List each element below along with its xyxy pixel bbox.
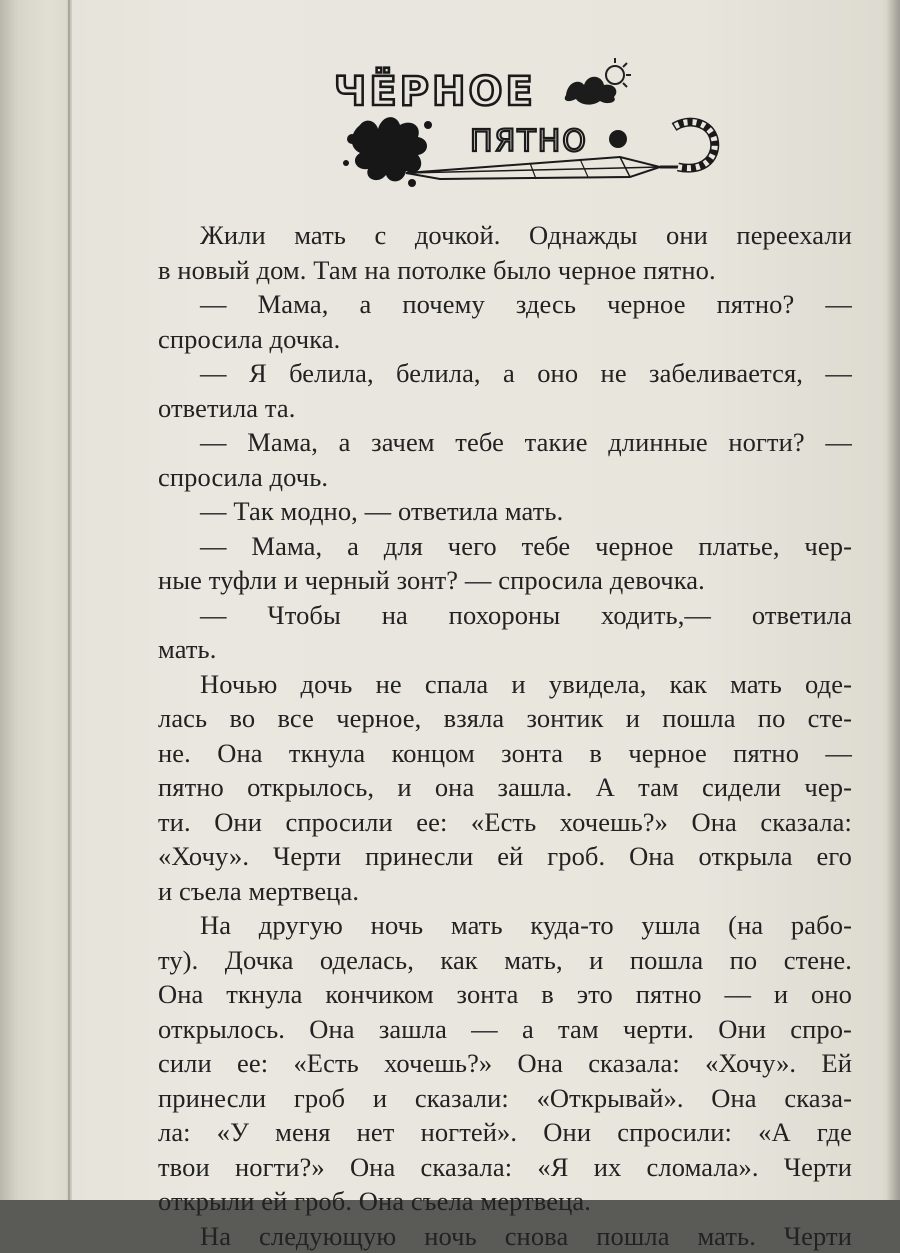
text-line: — Мама, а почему здесь черное пятно? — [158, 287, 852, 322]
story-text [158, 218, 852, 1253]
text-line: сили ее: «Есть хочешь?» Она сказала: «Хочу». Ей [158, 1046, 852, 1081]
text-line: ла: «У меня нет ногтей». Они спросили: «А где [158, 1115, 852, 1150]
text-line: — Я белила, белила, а оно не забеливается, — [158, 356, 852, 391]
blot-sun-icon [565, 58, 631, 105]
book-gutter [0, 0, 72, 1200]
text-line: — Так модно, — ответила мать. [158, 494, 852, 529]
text-line: ту). Дочка оделась, как мать, и пошла по стене. [158, 943, 852, 978]
text-line: На другую ночь мать куда-то ушла (на рабо- [158, 908, 852, 943]
page-edge-line [68, 0, 70, 1200]
text-line: ные туфли и черный зонт? — спросила девочка. [158, 563, 852, 598]
text-line: — Мама, а для чего тебе черное платье, чер- [158, 529, 852, 564]
ink-dot-icon [609, 130, 627, 148]
text-line: открыли ей гроб. Она съела мертвеца. [158, 1184, 852, 1219]
text-line: спросила дочь. [158, 460, 852, 495]
text-line: лась во все черное, взяла зонтик и пошла по сте- [158, 701, 852, 736]
text-line: принесли гроб и сказали: «Открывай». Она сказа- [158, 1081, 852, 1116]
text-line: ответила та. [158, 391, 852, 426]
text-line: — Чтобы на похороны ходить,— ответила [158, 598, 852, 633]
title-line2: ПЯТНО [470, 124, 588, 159]
text-line: открылось. Она зашла — а там черти. Они спро- [158, 1012, 852, 1047]
title-line1: ЧЁРНОЕ [334, 67, 536, 115]
text-line: в новый дом. Там на потолке было черное пятно. [158, 253, 852, 288]
text-line: мать. [158, 632, 852, 667]
decorative-title [330, 55, 730, 205]
ink-blot-icon [343, 117, 432, 187]
text-line: «Хочу». Черти принесли ей гроб. Она открыла его [158, 839, 852, 874]
text-line: твои ногти?» Она сказала: «Я их сломала». Черти [158, 1150, 852, 1185]
text-line: Она ткнула кончиком зонта в это пятно — и оно [158, 977, 852, 1012]
text-line: На следующую ночь снова пошла мать. Черти [158, 1219, 852, 1253]
text-line: — Мама, а зачем тебе такие длинные ногти? — [158, 425, 852, 460]
text-line: спросила дочка. [158, 322, 852, 357]
text-line: ти. Они спросили ее: «Есть хочешь?» Она сказала: [158, 805, 852, 840]
text-line: Ночью дочь не спала и увидела, как мать оде- [158, 667, 852, 702]
text-line: не. Она ткнула концом зонта в черное пятно — [158, 736, 852, 771]
text-line: пятно открылось, и она зашла. А там сидели чер- [158, 770, 852, 805]
page-shadow [886, 0, 900, 1200]
text-line: и съела мертвеца. [158, 874, 852, 909]
text-line: Жили мать с дочкой. Однажды они переехали [158, 218, 852, 253]
